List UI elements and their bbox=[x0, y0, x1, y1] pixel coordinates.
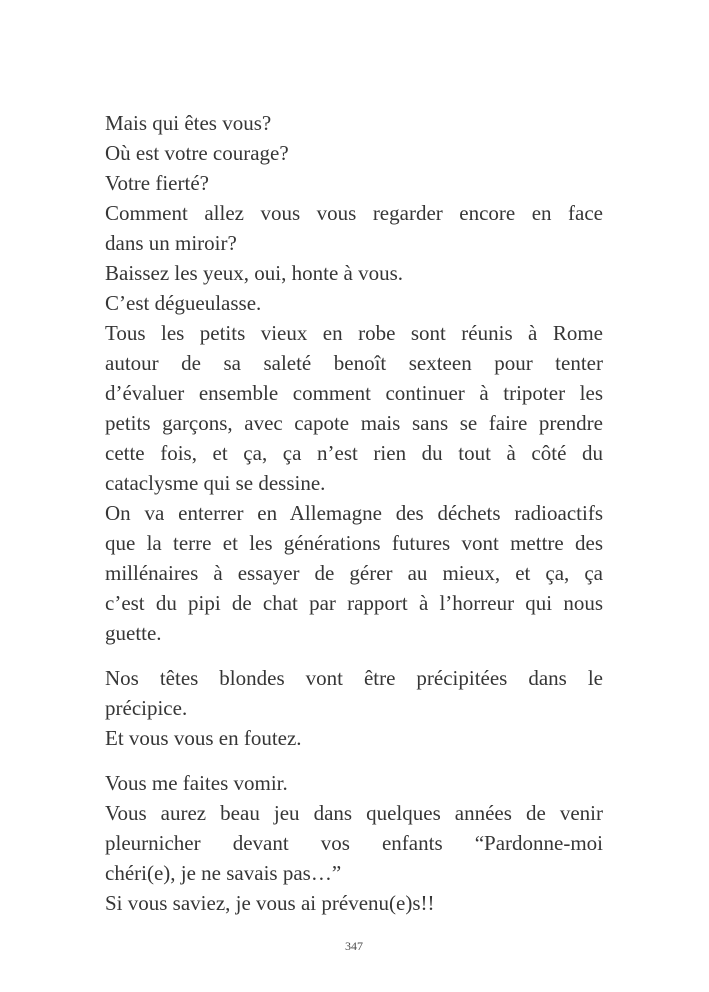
paragraph bbox=[105, 168, 603, 198]
text-line: que la terre et les générations futures vont mettre des bbox=[105, 531, 603, 555]
text-line: Comment allez vous vous regarder encore en face bbox=[105, 201, 603, 225]
text-line: Où est votre courage? bbox=[105, 141, 289, 165]
page-number: 347 bbox=[345, 939, 363, 953]
text-line: autour de sa saleté benoît sexteen pour tenter bbox=[105, 351, 603, 375]
text-line: Tous les petits vieux en robe sont réunis à Rome bbox=[105, 321, 603, 345]
text-line: petits garçons, avec capote mais sans se faire prendre bbox=[105, 411, 603, 435]
text-line: précipice. bbox=[105, 696, 188, 720]
text-line: d’évaluer ensemble comment continuer à tripoter les bbox=[105, 381, 603, 405]
text-line: cataclysme qui se dessine. bbox=[105, 471, 326, 495]
text-line: dans un miroir? bbox=[105, 231, 237, 255]
text-line: Et vous vous en foutez. bbox=[105, 726, 302, 750]
text-line: Baissez les yeux, oui, honte à vous. bbox=[105, 261, 404, 285]
text-line: C’est dégueulasse. bbox=[105, 291, 262, 315]
page-text-body bbox=[105, 108, 603, 918]
text-line: Vous me faites vomir. bbox=[105, 771, 288, 795]
paragraph bbox=[105, 723, 603, 753]
text-line: On va enterrer en Allemagne des déchets radioactifs bbox=[105, 501, 603, 525]
paragraph bbox=[105, 108, 603, 138]
text-line: c’est du pipi de chat par rapport à l’horreur qui nous bbox=[105, 591, 603, 615]
text-line: chéri(e), je ne savais pas…” bbox=[105, 861, 342, 885]
text-line: cette fois, et ça, ça n’est rien du tout à côté du bbox=[105, 441, 603, 465]
paragraph bbox=[105, 768, 603, 798]
text-line: Vous aurez beau jeu dans quelques années de venir bbox=[105, 801, 603, 825]
text-line: millénaires à essayer de gérer au mieux, et ça, ça bbox=[105, 561, 603, 585]
text-line: Votre fierté? bbox=[105, 171, 209, 195]
paragraph bbox=[105, 663, 603, 723]
text-line: Nos têtes blondes vont être précipitées dans le bbox=[105, 666, 603, 690]
paragraph bbox=[105, 288, 603, 318]
paragraph bbox=[105, 258, 603, 288]
paragraph bbox=[105, 318, 603, 498]
paragraph bbox=[105, 798, 603, 888]
text-line: guette. bbox=[105, 621, 162, 645]
paragraph bbox=[105, 198, 603, 258]
paragraph bbox=[105, 498, 603, 648]
text-line: pleurnicher devant vos enfants “Pardonne-moi bbox=[105, 831, 603, 855]
paragraph bbox=[105, 888, 603, 918]
paragraph bbox=[105, 138, 603, 168]
text-line: Mais qui êtes vous? bbox=[105, 111, 272, 135]
text-line: Si vous saviez, je vous ai prévenu(e)s!! bbox=[105, 891, 435, 915]
